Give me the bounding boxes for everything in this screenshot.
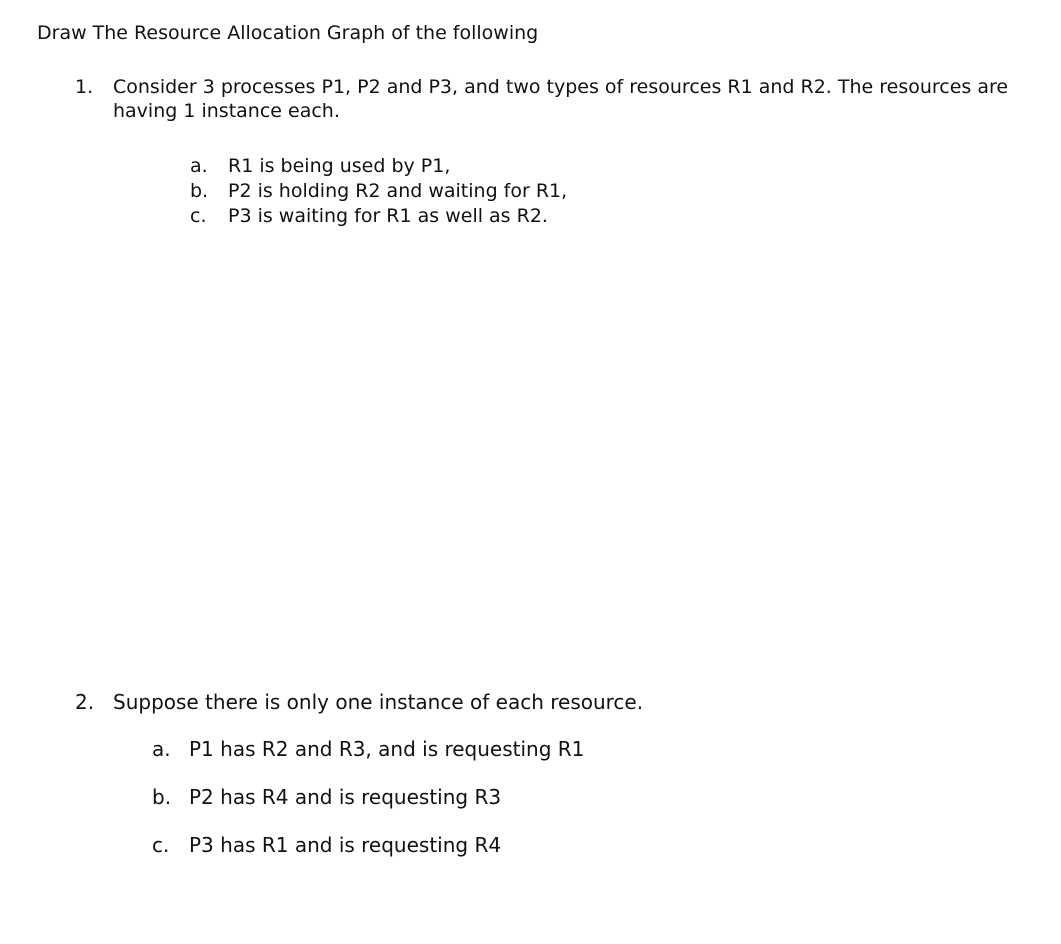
- item-marker: b.: [152, 785, 172, 809]
- item-marker: b.: [190, 180, 209, 202]
- item-marker: c.: [190, 205, 207, 227]
- question-1-text: Consider 3 processes P1, P2 and P3, and two types of resources R1 and R2. The resources are having 1 instance each.: [113, 76, 1009, 122]
- page-heading: Draw The Resource Allocation Graph of the following: [37, 22, 539, 44]
- question-1-number: 1.: [75, 76, 94, 98]
- item-text: P2 has R4 and is requesting R3: [189, 785, 502, 809]
- item-marker: a.: [152, 737, 171, 761]
- item-text: R1 is being used by P1,: [228, 155, 451, 177]
- question-2-number: 2.: [75, 690, 95, 714]
- item-text: P1 has R2 and R3, and is requesting R1: [189, 737, 585, 761]
- item-text: P3 is waiting for R1 as well as R2.: [228, 205, 548, 227]
- item-marker: a.: [190, 155, 208, 177]
- item-text: P3 has R1 and is requesting R4: [189, 833, 502, 857]
- question-2-text: Suppose there is only one instance of each resource.: [113, 690, 644, 714]
- item-marker: c.: [152, 833, 170, 857]
- item-text: P2 is holding R2 and waiting for R1,: [228, 180, 568, 202]
